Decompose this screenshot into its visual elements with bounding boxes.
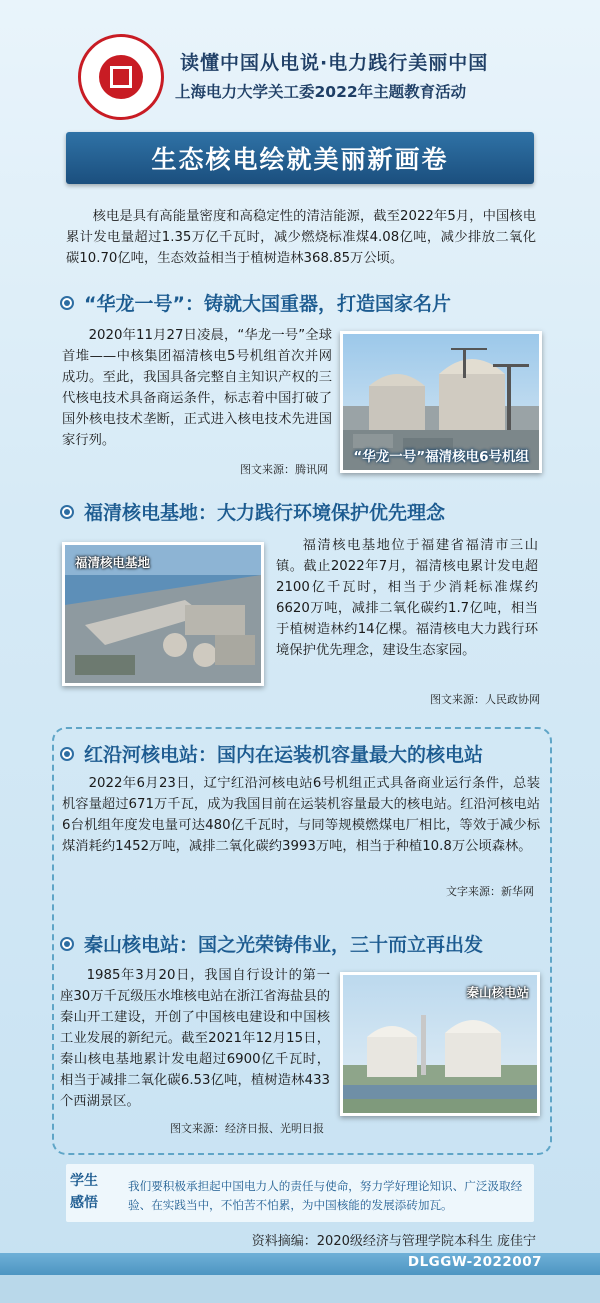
section-body-text: 福清核电基地位于福建省福清市三山镇。截止2022年7月，福清核电累计发电超2100亿千瓦时，相当于少消耗标准煤约6620万吨，减排二氧化碳约1.7亿吨，相当于植树造林约14亿棵。福清核电大力践行环境保护优先理念，建设生态家园。 <box>276 538 538 658</box>
photo-caption: 福清核电基地 <box>75 555 151 570</box>
footer-bottom-strip <box>0 1275 600 1303</box>
source-qinshan: 图文来源：经济日报、光明日报 <box>170 1122 324 1135</box>
section-body-text: 2022年6月23日，辽宁红沿河核电站6号机组正式具备商业运行条件，总装机容量超过671万千瓦，成为我国目前在运装机容量最大的核电站。红沿河核电站6台机组年度发电量可达480亿千瓦时，与同等规模燃煤电厂相比，等效于减少标煤消耗约1452万吨，减排二氧化碳约3993万吨，相当于种植10.8万公顷森林。 <box>62 776 540 854</box>
bullet-icon <box>60 937 74 951</box>
reflection-label: 学生感悟 <box>70 1173 98 1211</box>
photo-qinshan <box>340 972 540 1116</box>
section-title-text: “华龙一号”：铸就大国重器，打造国家名片 <box>84 293 451 315</box>
source-fuqing: 图文来源：人民政协网 <box>430 693 540 706</box>
section-title-text: 福清核电基地：大力践行环境保护优先理念 <box>84 502 446 524</box>
section-body-text: 1985年3月20日，我国自行设计的第一座30万千瓦级压水堆核电站在浙江省海盐县的秦山开工建设，开创了中国核电建设和中国核工业发展的新纪元。截至2021年12月15日，秦山核电基地累计发电超过6900亿千瓦时，相当于减排二氧化碳6.53亿吨，植树造林433个西湖景区。 <box>60 968 330 1109</box>
photo-fuqing-base <box>62 542 264 686</box>
section-body-hongyanhe <box>62 773 540 857</box>
section-body-text: 2020年11月27日凌晨，“华龙一号”全球首堆——中核集团福清核电5号机组首次并网成功。至此，我国具备完整自主知识产权的三代核电技术具备商运条件，标志着中国打破了国外核电技术垄断，正式进入核电技术先进国家行列。 <box>62 328 332 448</box>
header-title: 读懂中国从电说·电力践行美丽中国 <box>180 52 489 74</box>
compiler-credit: 资料摘编：2020级经济与管理学院本科生 庞佳宁 <box>251 1234 536 1249</box>
source-hualong: 图文来源：腾讯网 <box>240 463 328 476</box>
section-body-hualong <box>62 325 332 451</box>
section-title-text: 红沿河核电站：国内在运装机容量最大的核电站 <box>84 744 484 766</box>
source-hongyanhe: 文字来源：新华网 <box>446 885 534 898</box>
section-body-qinshan <box>60 965 330 1112</box>
document-code: DLGGW-2022007 <box>407 1254 542 1270</box>
intro-paragraph <box>66 206 536 269</box>
section-title-qinshan <box>60 930 483 957</box>
page-title-banner: 生态核电绘就美丽新画卷 <box>66 132 534 184</box>
section-title-hualong <box>60 289 451 316</box>
section-title-fuqing <box>60 498 445 525</box>
section-title-text: 秦山核电站：国之光荣铸伟业，三十而立再出发 <box>84 934 484 956</box>
university-seal-icon <box>78 34 164 120</box>
section-body-fuqing <box>276 535 538 661</box>
bullet-icon <box>60 296 74 310</box>
bullet-icon <box>60 747 74 761</box>
section-title-hongyanhe <box>60 740 483 767</box>
header-subtitle: 上海电力大学关工委2022年主题教育活动 <box>175 83 467 101</box>
bullet-icon <box>60 505 74 519</box>
intro-text: 核电是具有高能量密度和高稳定性的清洁能源，截至2022年5月，中国核电累计发电量超过1.35万亿千瓦时，减少燃烧标准煤4.08亿吨，减少排放二氧化碳10.70亿吨，生态效益相当于植树造林368.85万公顷。 <box>66 209 536 266</box>
photo-caption: 秦山核电站 <box>466 985 529 1000</box>
photo-caption: “华龙一号”福清核电6号机组 <box>353 449 529 465</box>
photo-hualong-unit6 <box>340 331 542 473</box>
reflection-text: 我们要积极承担起中国电力人的责任与使命，努力学好理论知识、广泛汲取经验、在实践当中，不怕苦不怕累，为中国核能的发展添砖加瓦。 <box>128 1179 523 1212</box>
